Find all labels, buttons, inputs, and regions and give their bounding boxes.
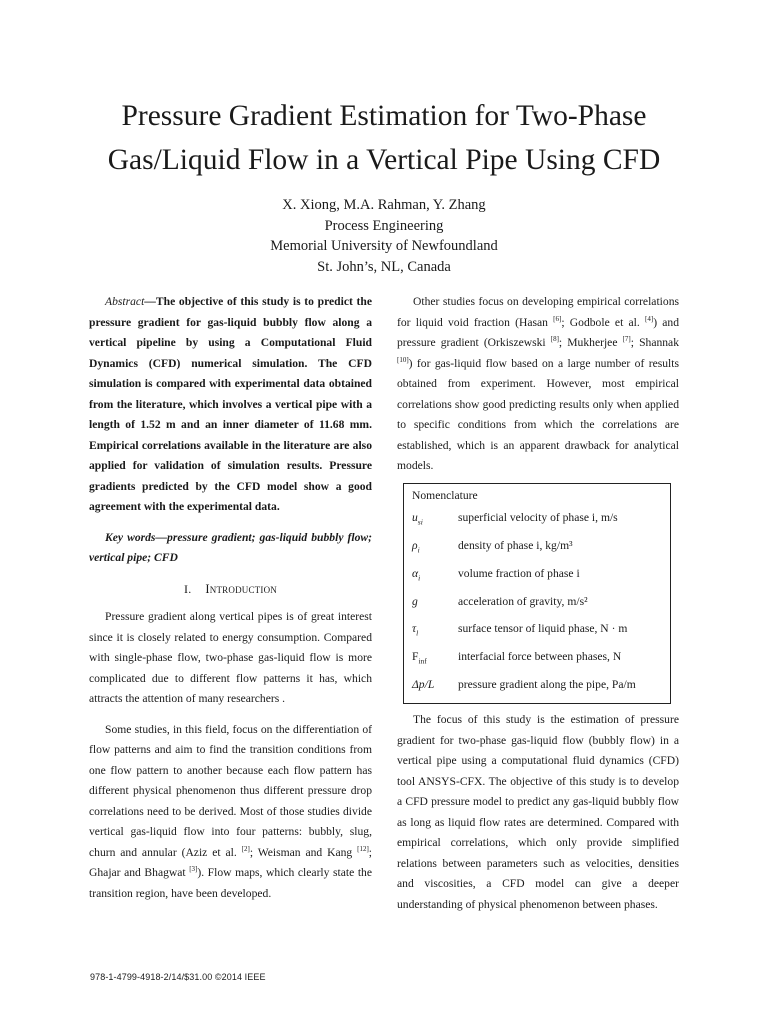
citation-ref: [8] <box>550 335 559 344</box>
nomenclature-desc: superficial velocity of phase i, m/s <box>458 511 618 525</box>
nomenclature-row <box>404 560 670 588</box>
right-paragraph-2: The focus of this study is the estimation of pressure gradient for two-phase gas-liquid flow (bubbly flow) in a vertical pipe using a computational fluid dynamics (CFD) tool ANSYS-CFX. The objective of this study is to develop a CFD pressure model to predict any gas-liquid bubbly flow as long as liquid flow rates are determined. Compared with empirical correlations, which only provide simplified relations between parameters such as velocities, densities and viscosities, a CFD model can give a deeper understanding of physical phenomenon between phases. <box>397 713 679 911</box>
nomenclature-row <box>404 588 670 616</box>
section-heading-introduction <box>89 579 372 600</box>
nomenclature-row <box>404 671 670 699</box>
citation-ref: [6] <box>553 314 562 323</box>
abstract-label: Abstract <box>105 295 145 308</box>
section-number: I. <box>184 581 192 596</box>
nomenclature-desc: interfacial force between phases, N <box>458 650 622 664</box>
intro-paragraph-2: Some studies, in this field, focus on the differentiation of flow patterns and aim to find the transition conditions from one flow pattern to another because each flow pattern has different physical phenomenon thus different pressure drop correlations need to be derived. Most of those studies divide vertical gas-liquid flow into four patterns: bubbly, slug, churn and annular (Aziz et al. [2]; Weisman and Kang [12]; Ghajar and Bhagwat [3]). Flow maps, which clearly state the transition region, have been developed. <box>89 722 373 900</box>
nomenclature-symbol: Δp/L <box>412 677 435 691</box>
right-paragraph-1: Other studies focus on developing empirical correlations for liquid void fraction (Hasan [6]; Godbole et al. [4]) and pressure gradient (Orkiszewski [8]; Mukherjee [7]; Shannak [10]) for gas-liquid flow based on a large number of results obtained from experiment. However, most empirical correlations show good predicting results only when applied to specific conditions from which the correlations are established, which is an apparent drawback for analytical models. <box>397 295 680 472</box>
nomenclature-symbol: $\tau_l$ <box>412 622 419 638</box>
title-line-1: Pressure Gradient Estimation for Two-Phase <box>121 100 647 132</box>
citation-ref: [12] <box>357 844 369 853</box>
right-column <box>397 292 679 915</box>
nomenclature-symbol: $F_{inf}$ <box>412 650 427 666</box>
section-title: Introduction <box>205 581 277 596</box>
author-university: Memorial University of Newfoundland <box>270 238 498 254</box>
copyright-footer: 978-1-4799-4918-2/14/$31.00 ©2014 IEEE <box>90 972 266 982</box>
abstract <box>89 292 372 518</box>
author-block <box>40 195 728 277</box>
nomenclature-row <box>404 616 670 644</box>
author-department: Process Engineering <box>324 217 444 234</box>
citation-ref: [2] <box>241 844 250 853</box>
paper-title <box>40 94 728 182</box>
author-names: X. Xiong, M.A. Rahman, Y. Zhang <box>282 197 486 213</box>
nomenclature-symbol: $\alpha_i$ <box>412 566 421 583</box>
nomenclature-symbol: g <box>412 594 418 608</box>
nomenclature-desc: acceleration of gravity, m/s² <box>458 594 588 608</box>
citation-ref: [7] <box>622 335 631 344</box>
citation-ref: [4] <box>645 314 654 323</box>
abstract-text: —The objective of this study is to predict the pressure gradient for gas-liquid bubbly flow along a vertical pipeline by using a Computational Fluid Dynamics (CFD) numerical simulation. The CFD simulation is compared with experimental data obtained from the literature, which involves a vertical pipe with a length of 1.52 m and an inner diameter of 11.68 mm. Empirical correlations available in the literature are also applied for validation of simulation results. Pressure gradients predicted by the CFD model show a good agreement with the experimental data. <box>89 295 372 513</box>
nomenclature-box <box>403 483 671 705</box>
intro-paragraph-1: Pressure gradient along vertical pipes is of great interest since it is closely related to energy consumption. Compared with single-phase flow, two-phase gas-liquid flow is more complicated due to different flow patterns it has, which attracts the attention of many researchers . <box>89 610 372 705</box>
nomenclature-symbol: $u_{si}$ <box>412 511 423 527</box>
keywords: Key words—pressure gradient; gas-liquid bubbly flow; vertical pipe; CFD <box>89 530 372 564</box>
nomenclature-desc: pressure gradient along the pipe, Pa/m <box>458 677 636 691</box>
citation-ref: [10] <box>397 355 409 364</box>
author-location: St. John’s, NL, Canada <box>317 258 451 275</box>
nomenclature-desc: volume fraction of phase i <box>458 566 580 580</box>
nomenclature-row <box>404 643 670 671</box>
nomenclature-title: Nomenclature <box>412 488 478 502</box>
nomenclature-desc: density of phase i, kg/m³ <box>458 538 573 552</box>
nomenclature-row <box>404 505 670 533</box>
title-line-2: Gas/Liquid Flow in a Vertical Pipe Using CFD <box>107 144 661 176</box>
nomenclature-row <box>404 532 670 560</box>
left-column <box>89 292 372 904</box>
nomenclature-symbol: $\rho_i$ <box>412 538 420 555</box>
citation-ref: [3] <box>189 865 198 874</box>
nomenclature-desc: surface tensor of liquid phase, N · m <box>458 622 628 636</box>
